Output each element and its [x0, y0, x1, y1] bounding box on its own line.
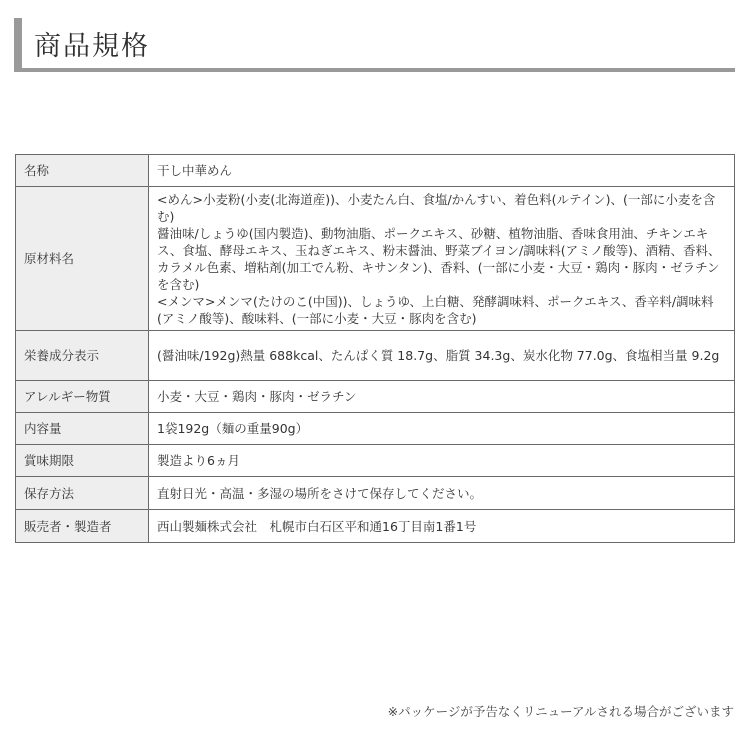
spec-label-storage: 保存方法 — [16, 477, 149, 510]
spec-label-ingredients: 原材料名 — [16, 187, 149, 331]
spec-value-expiry: 製造より6ヵ月 — [149, 445, 735, 477]
spec-value-name: 干し中華めん — [149, 155, 735, 187]
spec-row-expiry — [16, 445, 735, 477]
spec-row-maker — [16, 510, 735, 543]
spec-value-storage: 直射日光・高温・多湿の場所をさけて保存してください。 — [149, 477, 735, 510]
spec-row-nutrition — [16, 331, 735, 381]
spec-label-allergy: アレルギー物質 — [16, 381, 149, 413]
spec-value-allergy: 小麦・大豆・鶏肉・豚肉・ゼラチン — [149, 381, 735, 413]
spec-row-allergy — [16, 381, 735, 413]
renewal-footnote: ※パッケージが予告なくリニューアルされる場合がございます — [387, 704, 734, 719]
spec-value-ingredients — [149, 187, 735, 331]
spec-row-ingredients — [16, 187, 735, 331]
spec-label-nutrition: 栄養成分表示 — [16, 331, 149, 381]
spec-row-storage — [16, 477, 735, 510]
spec-value-nutrition: (醤油味/192g)熱量 688kcal、たんぱく質 18.7g、脂質 34.3g、炭水化物 77.0g、食塩相当量 9.2g — [149, 331, 735, 381]
section-heading — [14, 18, 735, 72]
spec-value-content: 1袋192g（麺の重量90g） — [149, 413, 735, 445]
spec-value-maker: 西山製麺株式会社 札幌市白石区平和通16丁目南1番1号 — [149, 510, 735, 543]
spec-row-name — [16, 155, 735, 187]
section-title: 商品規格 — [34, 31, 150, 62]
spec-label-expiry: 賞味期限 — [16, 445, 149, 477]
ingredients-noodles: <めん>小麦粉(小麦(北海道産))、小麦たん白、食塩/かんすい、着色料(ルテイン)、(一部に小麦を含む) — [157, 191, 716, 224]
spec-table — [15, 154, 735, 543]
spec-label-content: 内容量 — [16, 413, 149, 445]
spec-label-name: 名称 — [16, 155, 149, 187]
ingredients-soup: 醤油味/しょうゆ(国内製造)、動物油脂、ポークエキス、砂糖、植物油脂、香味食用油、チキンエキス、食塩、酵母エキス、玉ねぎエキス、粉末醤油、野菜ブイヨン/調味料(アミノ酸等)、酒精、香料、カラメル色素、増粘剤(加工でん粉、キサンタン)、香料、(一部に小麦・大豆・鶏肉・豚肉・ゼラチンを含む) — [157, 225, 721, 292]
spec-label-maker: 販売者・製造者 — [16, 510, 149, 543]
spec-row-content — [16, 413, 735, 445]
ingredients-menma: <メンマ>メンマ(たけのこ(中国))、しょうゆ、上白糖、発酵調味料、ポークエキス、香辛料/調味料(アミノ酸等)、酸味料、(一部に小麦・大豆・豚肉を含む) — [157, 293, 714, 326]
